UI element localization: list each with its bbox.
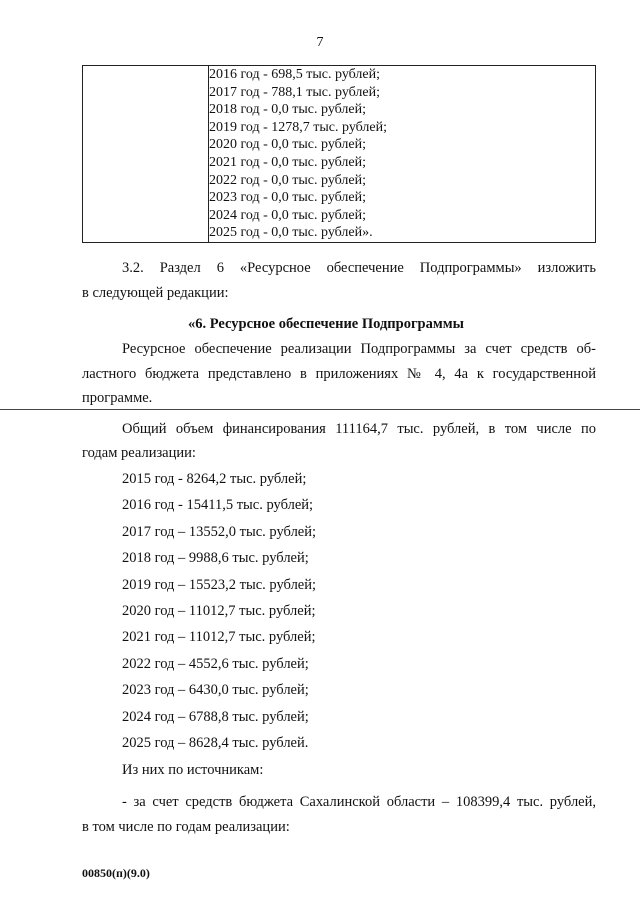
year-item: 2024 год – 6788,8 тыс. рублей; [122,709,309,725]
total-para-line1: Общий объем финансирования 111164,7 тыс. рублей, в том числе по [122,421,596,437]
year-item: 2015 год - 8264,2 тыс. рублей; [122,471,307,487]
year-item: 2023 год – 6430,0 тыс. рублей; [122,682,309,698]
table-row: 2020 год - 0,0 тыс. рублей; [209,137,367,153]
document-code: 00850(п)(9.0) [82,866,150,880]
resource-para-line3: программе. [82,390,153,406]
year-item: 2016 год - 15411,5 тыс. рублей; [122,497,314,513]
sources-label: Из них по источникам: [122,762,264,778]
table-row: 2016 год - 698,5 тыс. рублей; [209,67,381,82]
table-row: 2024 год - 0,0 тыс. рублей; [209,207,367,223]
sakhalin-line1: - за счет средств бюджета Сахалинской области – 108399,4 тыс. рублей, [122,794,596,810]
year-item: 2022 год – 4552,6 тыс. рублей; [122,656,309,672]
year-item: 2019 год – 15523,2 тыс. рублей; [122,577,317,593]
page-number: 7 [316,35,324,50]
year-item: 2017 год – 13552,0 тыс. рублей; [122,524,317,540]
table-row: 2018 год - 0,0 тыс. рублей; [209,102,367,118]
year-item: 2025 год – 8628,4 тыс. рублей. [122,735,309,751]
sakhalin-line2: в том числе по годам реализации: [82,819,290,835]
table-row: 2025 год - 0,0 тыс. рублей». [209,225,373,241]
total-para-line2: годам реализации: [82,445,196,461]
funding-table [82,65,596,243]
year-item: 2021 год – 11012,7 тыс. рублей; [122,629,316,645]
section-3-2-line1: 3.2. Раздел 6 «Ресурсное обеспечение Подпрограммы» изложить [122,260,596,276]
year-item: 2018 год – 9988,6 тыс. рублей; [122,550,309,566]
resource-para-line2: ластного бюджета представлено в приложениях № 4, 4а к государственной [82,366,596,382]
table-row: 2017 год - 788,1 тыс. рублей; [209,84,381,100]
table-row: 2022 год - 0,0 тыс. рублей; [209,172,367,188]
table-row: 2023 год - 0,0 тыс. рублей; [209,190,367,206]
year-item: 2020 год – 11012,7 тыс. рублей; [122,603,316,619]
table-funding-cell [209,66,596,243]
table-row: 2019 год - 1278,7 тыс. рублей; [209,119,388,135]
section-3-2-line2: в следующей редакции: [82,285,229,301]
table-empty-cell [83,66,209,243]
table-row: 2021 год - 0,0 тыс. рублей; [209,154,367,170]
resource-para-line1: Ресурсное обеспечение реализации Подпрограммы за счет средств об- [122,341,596,357]
page-divider [0,409,640,410]
section-heading: «6. Ресурсное обеспечение Подпрограммы [188,316,464,332]
